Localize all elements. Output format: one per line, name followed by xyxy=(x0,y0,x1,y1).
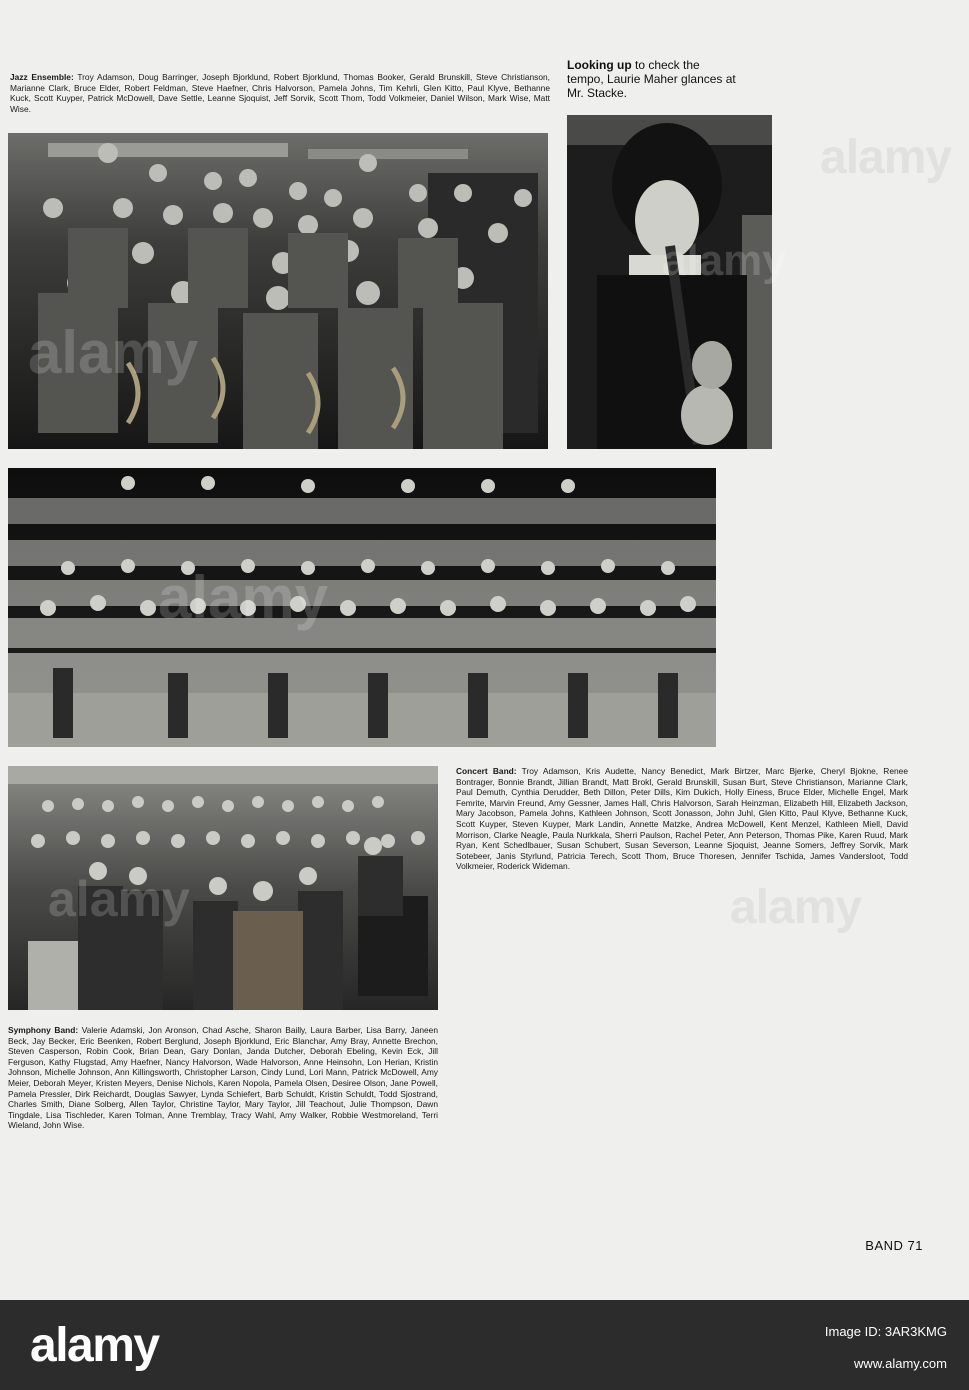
bleed-through-text xyxy=(790,240,950,640)
symphony-band-label: Symphony Band: xyxy=(8,1025,79,1035)
watermark: alamy xyxy=(820,131,952,184)
symphony-band-photo xyxy=(8,766,438,1010)
symphony-band-caption xyxy=(8,1025,438,1131)
watermark: alamy xyxy=(730,881,862,934)
jazz-ensemble-names: Troy Adamson, Doug Barringer, Joseph Bjorklund, Robert Bjorklund, Thomas Booker, Gerald Brunskill, Steve Christianson, Marianne Clark, Bruce Elder, Robert Feldman, Steve Haefner, Chris Halvorson, Pamela Johns, Tim Kehrli, Glen Kitto, Paul Klyve, Bethanne Kuck, Scott Kuyper, Patrick McDowell, Dave Settle, Leanne Sjoquist, Jeff Sorvik, Scott Thom, Todd Volkmeier, Daniel Wilson, Mark Wise, Matt Wise. xyxy=(10,72,550,114)
concert-band-photo xyxy=(8,468,716,747)
svg-text:alamy: alamy xyxy=(662,236,787,285)
jazz-ensemble-caption xyxy=(10,72,550,114)
site-url[interactable]: www.alamy.com xyxy=(854,1356,947,1371)
jazz-ensemble-label: Jazz Ensemble: xyxy=(10,72,74,82)
svg-text:alamy: alamy xyxy=(48,871,190,927)
side-photo-caption xyxy=(567,58,737,100)
concert-band-names: Troy Adamson, Kris Audette, Nancy Benedict, Mark Birtzer, Marc Bjerke, Cheryl Bjokne, Renee Bontrager, Bonnie Brandt, Jillian Brandt, Matt Brokl, Gerald Brunskill, Susan Burt, Steve Christianson, Marianne Clark, Paul Demuth, Cynthia Derudder, Beth Dillon, Peter Dills, Kim Dukich, Holly Einess, Bruce Elder, Michelle Engel, Mark Femrite, Marvin Freund, Amy Gessner, James Hall, Chris Halvorson, Sarah Heinzman, Elizabeth Hill, Elizabeth Jackson, Mary Jacobson, Pamela Johns, Kathleen Johnson, Scott Jonasson, John Juhl, Glen Kitto, Paul Klyve, Bethanne Kuck, Scott Kuyper, Steven Kuyper, Mark Landin, Annette Matzke, Andrea McDowell, Kent Menzel, Kathleen Miell, David Morrison, Clarke Neagle, Paula Nurkkala, Sherri Paulson, Rachel Peter, Ann Peterson, Thomas Pike, Karen Ruud, Mark Ryan, Kent Schedlbauer, Susan Schubert, Susan Severson, Leanne Sjoquist, Jeanne Somers, Jeffrey Sorvik, Mark Sotebeer, Janis Styrlund, Patricia Terech, Scott Thom, Bruce Thoresen, Jennifer Tschida, James Vandersloot, Todd Volkmeier, Roderick Wideman. xyxy=(456,766,908,872)
side-photo-caption-lead: Looking up xyxy=(567,58,632,72)
concert-band-label: Concert Band: xyxy=(456,766,517,776)
alamy-logo[interactable]: alamy xyxy=(30,1319,159,1372)
symphony-band-names: Valerie Adamski, Jon Aronson, Chad Asche, Sharon Bailly, Laura Barber, Lisa Barry, Janeen Beck, Jay Becker, Eric Beenken, Robert Berglund, Joseph Bjorklund, Eric Blanchar, Amy Bray, Annette Brechon, Steven Casperson, Robin Cook, Brian Dean, Gary Donlan, Janda Dutcher, Deborah Ebeling, Kevin Eck, Jill Ferguson, Kathy Flugstad, Amy Haefner, Nancy Halvorson, Wade Halvorson, Anne Heinsohn, Lon Herian, Kristin Johnson, Michelle Johnson, Ann Killingsworth, Christopher Larson, Cindy Lund, Lori Mann, Patrick McDowell, Amy Meier, Deborah Meyer, Kristen Meyers, Denise Nichols, Karen Nopola, Pamela Olsen, Desiree Olson, Jane Powell, Pamela Pressler, Dirk Reichardt, Douglas Sawyer, Lynda Schiefert, Barb Schuldt, Kristin Schuldt, Todd Sjostrand, Charles Smith, Diane Solberg, Allen Taylor, Christine Taylor, Mary Taylor, Jill Teachout, Julie Thompson, Dawn Tingdale, Lisa Tischleder, Karen Tolman, Anne Tremblay, Tracy Wahl, Amy Walker, Robbie Westmoreland, Terri Wieland, John Wise. xyxy=(8,1025,438,1131)
svg-text:alamy: alamy xyxy=(158,564,329,631)
svg-text:alamy: alamy xyxy=(28,319,199,386)
stock-footer xyxy=(0,1300,969,1390)
concert-band-caption xyxy=(456,766,908,872)
page-folio: BAND 71 xyxy=(865,1238,923,1253)
image-id: Image ID: 3AR3KMG xyxy=(824,1324,947,1339)
clarinet-player-photo xyxy=(567,115,787,449)
jazz-ensemble-photo xyxy=(8,133,548,449)
side-photo-caption-rest: to check the tempo, Laurie Maher glances at Mr. Stacke. xyxy=(567,58,736,100)
